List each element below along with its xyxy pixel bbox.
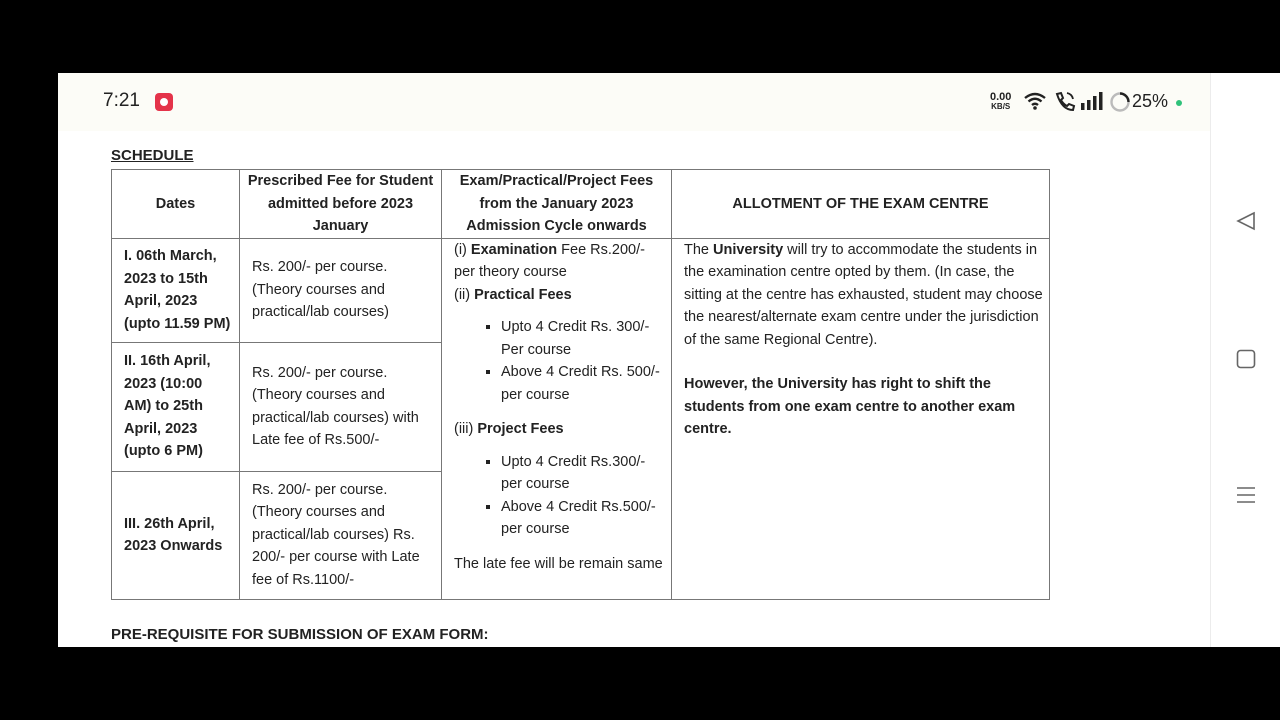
table-header-row (112, 170, 1050, 239)
signal-icon (1080, 91, 1106, 111)
list-item: ▪ Upto 4 Credit Rs.300/- per course (501, 451, 665, 496)
header-dates: Dates (112, 170, 240, 239)
project-fee-prefix: (iii) (454, 421, 478, 437)
list-item: ▪ Above 4 Credit Rs. 500/- per course (501, 361, 665, 406)
back-icon[interactable] (1235, 210, 1257, 232)
phone-screen (58, 73, 1280, 647)
allotment-university: University (713, 241, 784, 258)
row-1-date: I. 06th March, 2023 to 15th April, 2023 (upto 11.59 PM) (112, 238, 240, 342)
schedule-table (111, 169, 1050, 600)
schedule-heading: SCHEDULE (111, 147, 194, 164)
late-fee-note: The late fee will be remain same (454, 555, 663, 572)
navigation-bar (1210, 73, 1280, 647)
project-fee-list (454, 451, 665, 541)
volte-call-icon (1054, 91, 1076, 111)
prerequisite-heading: PRE-REQUISITE FOR SUBMISSION OF EXAM FORM: (111, 626, 489, 643)
practical-fee-list (454, 316, 665, 406)
allotment-text: will try to accommodate the students in the examination centre opted by them. (In case, the sitting at the centre has exhausted, student may choose the nearest/alternate exam centre under the jurisdiction of the same Regional Centre). (684, 241, 1043, 348)
status-bar (58, 73, 1210, 131)
exam-fees-cell (442, 238, 672, 599)
exam-fee-label: Examination (470, 241, 558, 258)
table-row (112, 238, 1050, 342)
row-2-date: II. 16th April, 2023 (10:00 AM) to 25th April, 2023 (upto 6 PM) (112, 342, 240, 471)
status-time: 7:21 (103, 90, 140, 111)
screen-record-icon (155, 93, 173, 111)
project-fee-label: Project Fees (477, 421, 564, 437)
row-3-date: III. 26th April, 2023 Onwards (112, 471, 240, 599)
recents-icon[interactable] (1235, 484, 1257, 506)
header-exam-fees: Exam/Practical/Project Fees from the January 2023 Admission Cycle onwards (442, 170, 672, 239)
header-allotment: ALLOTMENT OF THE EXAM CENTRE (672, 170, 1050, 239)
allotment-cell (672, 238, 1050, 599)
allotment-notice: However, the University has right to shift the students from one exam centre to another exam centre. (684, 376, 1016, 437)
network-rate-unit: KB/S (991, 102, 1011, 111)
practical-fee-prefix: (ii) (454, 286, 475, 303)
list-item: ▪ Upto 4 Credit Rs. 300/- Per course (501, 316, 665, 361)
network-rate-value: 0.00 (990, 91, 1012, 103)
privacy-indicator-icon (1176, 100, 1182, 106)
project-fee-line (454, 418, 665, 441)
exam-fee-line (454, 239, 665, 284)
allotment-text: The (684, 241, 714, 258)
practical-fee-label: Practical Fees (474, 286, 572, 303)
row-1-fee: Rs. 200/- per course. (Theory courses and practical/lab courses) (240, 238, 442, 342)
home-icon[interactable] (1235, 348, 1257, 370)
row-2-fee: Rs. 200/- per course. (Theory courses and practical/lab courses) with Late fee of Rs.500/- (240, 342, 442, 471)
list-item: ▪ Above 4 Credit Rs.500/- per course (501, 496, 665, 541)
wifi-icon (1024, 91, 1046, 111)
header-prescribed-fee: Prescribed Fee for Student admitted before 2023 January (240, 170, 442, 239)
exam-fee-prefix: (i) (454, 241, 471, 258)
practical-fee-line (454, 284, 665, 307)
network-rate (990, 92, 1011, 112)
battery-level: 25% (1132, 91, 1169, 111)
allotment-paragraph (684, 239, 1043, 352)
row-3-fee: Rs. 200/- per course. (Theory courses and practical/lab courses) Rs. 200/- per course with Late fee of Rs.1100/- (240, 471, 442, 599)
exam-fee-text: Fee Rs.200/- per theory course (454, 241, 645, 280)
battery-ring-icon (1109, 91, 1131, 113)
